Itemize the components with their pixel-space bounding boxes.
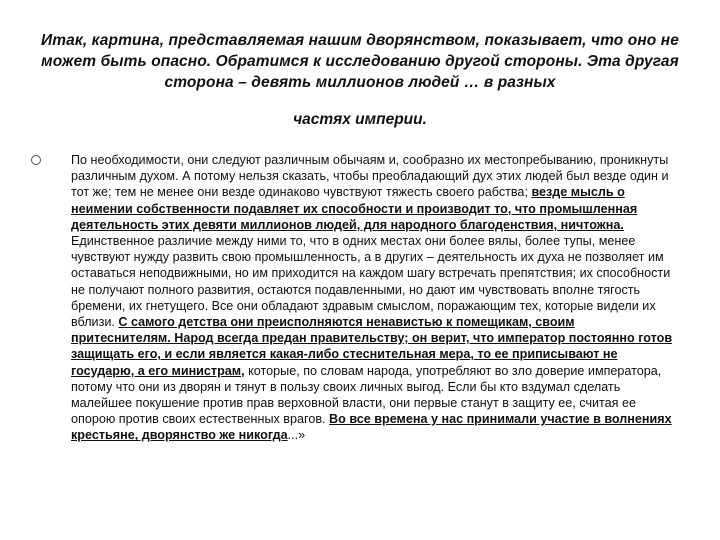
body-paragraph	[71, 152, 677, 444]
body-text-segment-3: которые, по словам народа, употребляют во зло доверие императора, потому что они из дворян и тянут в пользу своих личных выгод. Если бы кто вздумал сделать малейшее покушение против прав верховной власти, они первые станут в защиту ее, считая ее опорою против своих естественных врагов.	[71, 363, 662, 427]
slide-title: Итак, картина, представляемая нашим дворянством, показывает, что оно не может быть опасно. Обратимся к исследованию другой стороны. Эта другая сторона – девять миллионов людей … в разных	[41, 32, 679, 91]
body-text-segment-1: По необходимости, они следуют различным обычаям и, сообразно их местопребыванию, проникнуты различным духом. А потому нельзя сказать, чтобы преобладающий дух этих людей был везде один и тот же; тем не менее они везде одинаково чувствуют тяжесть своего рабства;	[71, 153, 669, 200]
emphasized-text-segment-3: Во все времена у нас принимали участие в волнениях крестьяне, дворянство же никогда	[71, 412, 672, 443]
body-text-segment-4: ...»	[287, 428, 306, 443]
emphasized-text-segment-1: везде мысль о неимении собственности подавляет их способности и производит то, что промышленная деятельность этих девяти миллионов людей, для народного благоденствия, ничтожна.	[71, 185, 638, 232]
slide-title-continuation: частях империи.	[293, 111, 427, 128]
hollow-circle-bullet-icon	[31, 155, 41, 165]
body-text-segment-2: Единственное различие между ними то, что в одних местах они более вялы, более тупы, менее чувствуют нужду развить свою промышленность, а в других – деятельность их духа не позволяет им оставаться неподвижными, но им приходится на каждом шагу встречать препятствия; их способности не получают полного развития, остаются подавленными, но дают им чувствовать вполне тягость бремени, их гнетущего. Все они обладают здравым смыслом, поражающим тех, которые видели их вблизи.	[71, 234, 671, 330]
emphasized-text-segment-2: С самого детства они преисполняются ненавистью к помещикам, своим притеснителям. Народ всегда предан правительству; он верит, что император постоянно готов защищать его, и если является какая-либо стеснительная мера, то ее приписывают не государю, а его министрам,	[71, 315, 673, 378]
